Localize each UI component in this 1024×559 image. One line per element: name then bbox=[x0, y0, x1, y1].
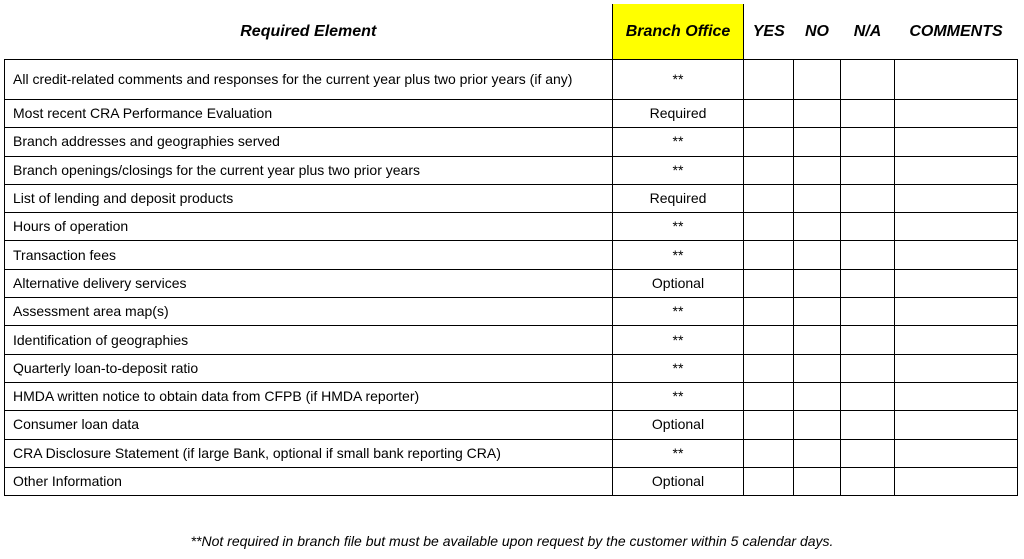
element-cell: Identification of geographies bbox=[5, 326, 613, 354]
branch-office-cell: ** bbox=[613, 382, 744, 410]
no-cell[interactable] bbox=[794, 241, 841, 269]
yes-cell[interactable] bbox=[744, 439, 794, 467]
comments-cell[interactable] bbox=[895, 100, 1018, 128]
table-row bbox=[5, 241, 1018, 269]
na-cell[interactable] bbox=[841, 100, 895, 128]
comments-cell[interactable] bbox=[895, 213, 1018, 241]
na-cell[interactable] bbox=[841, 128, 895, 156]
yes-cell[interactable] bbox=[744, 100, 794, 128]
branch-office-cell: Required bbox=[613, 100, 744, 128]
yes-cell[interactable] bbox=[744, 354, 794, 382]
no-cell[interactable] bbox=[794, 382, 841, 410]
table-row bbox=[5, 128, 1018, 156]
yes-cell[interactable] bbox=[744, 156, 794, 184]
element-cell: Hours of operation bbox=[5, 213, 613, 241]
branch-office-cell: ** bbox=[613, 213, 744, 241]
branch-office-cell: Optional bbox=[613, 467, 744, 495]
element-cell: All credit-related comments and responses for the current year plus two prior years (if any) bbox=[5, 60, 613, 100]
header-comments: COMMENTS bbox=[909, 22, 1003, 40]
branch-office-cell: ** bbox=[613, 439, 744, 467]
header-no: NO bbox=[805, 22, 829, 40]
table-row bbox=[5, 156, 1018, 184]
branch-office-cell: ** bbox=[613, 156, 744, 184]
table-row bbox=[5, 269, 1018, 297]
no-cell[interactable] bbox=[794, 100, 841, 128]
no-cell[interactable] bbox=[794, 467, 841, 495]
branch-office-cell: Required bbox=[613, 184, 744, 212]
comments-cell[interactable] bbox=[895, 269, 1018, 297]
yes-cell[interactable] bbox=[744, 241, 794, 269]
header-required-element: Required Element bbox=[240, 22, 377, 40]
na-cell[interactable] bbox=[841, 382, 895, 410]
yes-cell[interactable] bbox=[744, 382, 794, 410]
branch-office-cell: ** bbox=[613, 354, 744, 382]
na-cell[interactable] bbox=[841, 60, 895, 100]
comments-cell[interactable] bbox=[895, 467, 1018, 495]
branch-office-cell: ** bbox=[613, 298, 744, 326]
no-cell[interactable] bbox=[794, 354, 841, 382]
comments-cell[interactable] bbox=[895, 128, 1018, 156]
yes-cell[interactable] bbox=[744, 128, 794, 156]
element-cell: HMDA written notice to obtain data from CFPB (if HMDA reporter) bbox=[5, 382, 613, 410]
table-body bbox=[5, 60, 1018, 496]
branch-office-cell: Optional bbox=[613, 411, 744, 439]
no-cell[interactable] bbox=[794, 156, 841, 184]
header-na: N/A bbox=[853, 22, 882, 40]
table-row bbox=[5, 411, 1018, 439]
element-cell: Branch openings/closings for the current year plus two prior years bbox=[5, 156, 613, 184]
table-row bbox=[5, 354, 1018, 382]
footnote: **Not required in branch file but must be available upon request by the customer within 5 calendar days. bbox=[190, 533, 834, 549]
na-cell[interactable] bbox=[841, 241, 895, 269]
header-yes: YES bbox=[752, 22, 785, 40]
branch-office-cell: ** bbox=[613, 326, 744, 354]
yes-cell[interactable] bbox=[744, 184, 794, 212]
no-cell[interactable] bbox=[794, 411, 841, 439]
yes-cell[interactable] bbox=[744, 326, 794, 354]
na-cell[interactable] bbox=[841, 439, 895, 467]
required-elements-table bbox=[4, 4, 1018, 496]
table-row bbox=[5, 60, 1018, 100]
table-row bbox=[5, 439, 1018, 467]
table-row bbox=[5, 100, 1018, 128]
na-cell[interactable] bbox=[841, 354, 895, 382]
comments-cell[interactable] bbox=[895, 60, 1018, 100]
branch-office-cell: ** bbox=[613, 128, 744, 156]
comments-cell[interactable] bbox=[895, 354, 1018, 382]
table-header-row bbox=[5, 4, 1018, 60]
element-cell: Consumer loan data bbox=[5, 411, 613, 439]
branch-office-cell: ** bbox=[613, 60, 744, 100]
table-row bbox=[5, 298, 1018, 326]
yes-cell[interactable] bbox=[744, 213, 794, 241]
yes-cell[interactable] bbox=[744, 269, 794, 297]
yes-cell[interactable] bbox=[744, 60, 794, 100]
comments-cell[interactable] bbox=[895, 156, 1018, 184]
na-cell[interactable] bbox=[841, 213, 895, 241]
comments-cell[interactable] bbox=[895, 298, 1018, 326]
yes-cell[interactable] bbox=[744, 411, 794, 439]
no-cell[interactable] bbox=[794, 60, 841, 100]
table-row bbox=[5, 326, 1018, 354]
na-cell[interactable] bbox=[841, 326, 895, 354]
comments-cell[interactable] bbox=[895, 184, 1018, 212]
comments-cell[interactable] bbox=[895, 411, 1018, 439]
element-cell: Transaction fees bbox=[5, 241, 613, 269]
na-cell[interactable] bbox=[841, 298, 895, 326]
na-cell[interactable] bbox=[841, 269, 895, 297]
yes-cell[interactable] bbox=[744, 298, 794, 326]
element-cell: Alternative delivery services bbox=[5, 269, 613, 297]
no-cell[interactable] bbox=[794, 298, 841, 326]
element-cell: Other Information bbox=[5, 467, 613, 495]
no-cell[interactable] bbox=[794, 128, 841, 156]
comments-cell[interactable] bbox=[895, 241, 1018, 269]
no-cell[interactable] bbox=[794, 213, 841, 241]
na-cell[interactable] bbox=[841, 411, 895, 439]
no-cell[interactable] bbox=[794, 184, 841, 212]
yes-cell[interactable] bbox=[744, 467, 794, 495]
table-row bbox=[5, 467, 1018, 495]
na-cell[interactable] bbox=[841, 467, 895, 495]
comments-cell[interactable] bbox=[895, 326, 1018, 354]
table-row bbox=[5, 382, 1018, 410]
table-row bbox=[5, 213, 1018, 241]
no-cell[interactable] bbox=[794, 269, 841, 297]
header-branch-office: Branch Office bbox=[613, 4, 744, 60]
element-cell: List of lending and deposit products bbox=[5, 184, 613, 212]
comments-cell[interactable] bbox=[895, 439, 1018, 467]
no-cell[interactable] bbox=[794, 326, 841, 354]
no-cell[interactable] bbox=[794, 439, 841, 467]
branch-office-cell: Optional bbox=[613, 269, 744, 297]
element-cell: Most recent CRA Performance Evaluation bbox=[5, 100, 613, 128]
element-cell: CRA Disclosure Statement (if large Bank, optional if small bank reporting CRA) bbox=[5, 439, 613, 467]
element-cell: Quarterly loan-to-deposit ratio bbox=[5, 354, 613, 382]
table-row bbox=[5, 184, 1018, 212]
branch-office-cell: ** bbox=[613, 241, 744, 269]
element-cell: Assessment area map(s) bbox=[5, 298, 613, 326]
na-cell[interactable] bbox=[841, 156, 895, 184]
na-cell[interactable] bbox=[841, 184, 895, 212]
comments-cell[interactable] bbox=[895, 382, 1018, 410]
element-cell: Branch addresses and geographies served bbox=[5, 128, 613, 156]
